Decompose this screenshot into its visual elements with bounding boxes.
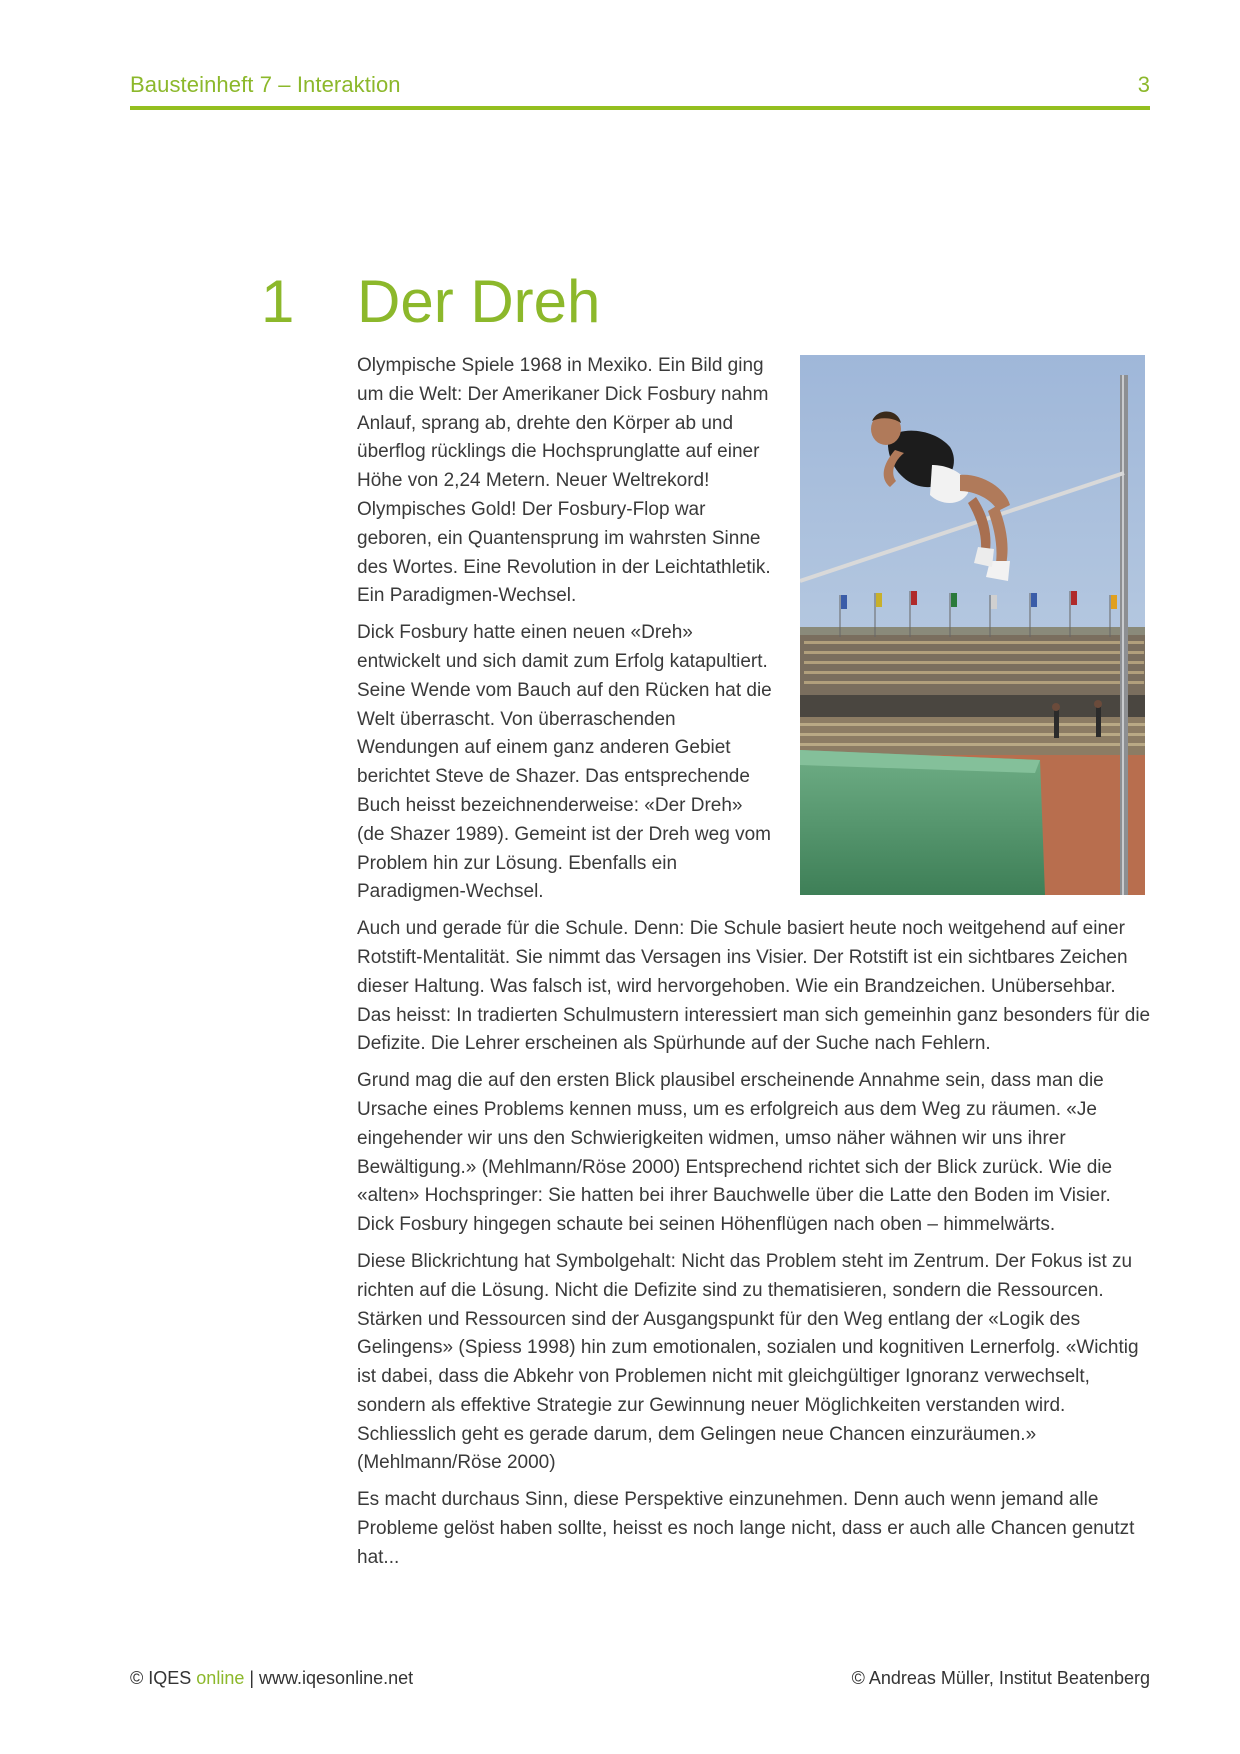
- page-number: 3: [1137, 72, 1150, 97]
- footer-left: [130, 1668, 413, 1689]
- paragraph-1: Olympische Spiele 1968 in Mexiko. Ein Bild ging um die Welt: Der Amerikaner Dick Fosbury nahm Anlauf, sprang ab, drehte den Körper ab und überflog rücklings die Hochsprunglatte auf einer Höhe von 2,24 Metern. Neuer Weltrekord! Olympisches Gold! Der Fosbury-Flop war geboren, ein Quantensprung im wahrsten Sinne des Wortes. Eine Revolution in der Leichtathletik. Ein Paradigmen-Wechsel.: [357, 355, 771, 607]
- footer-author: © Andreas Müller, Institut Beatenberg: [851, 1668, 1150, 1688]
- footer-brand-online: online: [196, 1668, 245, 1688]
- header-title: Bausteinheft 7 – Interaktion: [130, 72, 401, 97]
- footer-website-link[interactable]: | www.iqesonline.net: [249, 1668, 414, 1688]
- page-header: [130, 68, 1150, 110]
- article-body: [357, 352, 1152, 1581]
- footer-copyright: © IQES: [130, 1668, 192, 1688]
- paragraph-3: Auch und gerade für die Schule. Denn: Die Schule basiert heute noch weitgehend auf einer Rotstift-Mentalität. Sie nimmt das Versagen ins Visier. Der Rotstift ist ein sichtbares Zeichen dieser Haltung. Was falsch ist, wird hervorgehoben. Wie ein Brandzeichen. Unübersehbar. Das heisst: In tradierten Schulmustern interessiert man sich gemeinhin ganz besonders für die Defizite. Die Lehrer erscheinen als Spürhunde auf der Suche nach Fehlern.: [357, 918, 1151, 1055]
- chapter-title: Der Dreh: [357, 268, 601, 335]
- paragraph-6: Es macht durchaus Sinn, diese Perspektive einzunehmen. Denn auch wenn jemand alle Probleme gelöst haben sollte, heisst es noch lange nicht, dass er auch alle Chancen genutzt hat...: [357, 1489, 1135, 1568]
- paragraph-2: Dick Fosbury hatte einen neuen «Dreh» entwickelt und sich damit zum Erfolg katapultiert. Seine Wende vom Bauch auf den Rücken hat die Welt überrascht. Von überraschenden Wendungen auf einem ganz anderen Gebiet berichtet Steve de Shazer. Das entsprechende Buch heisst bezeichnenderweise: «Der Dreh» (de Shazer 1989). Gemeint ist der Dreh weg vom Problem hin zur Lösung. Ebenfalls ein Paradigmen-Wechsel.: [357, 622, 772, 903]
- paragraph-5: Diese Blickrichtung hat Symbolgehalt: Nicht das Problem steht im Zentrum. Der Fokus ist zu richten auf die Lösung. Nicht die Defizite sind zu thematisieren, sondern die Ressourcen. Stärken und Ressourcen sind der Ausgangspunkt für den Weg entlang der «Logik des Gelingens» (Spiess 1998) hin zum emotionalen, sozialen und kognitiven Lernerfolg. «Wichtig ist dabei, dass die Abkehr von Problemen nicht mit gleichgültiger Ignoranz verwechselt, sondern als effektive Strategie zur Gewinnung neuer Möglichkeiten verstanden wird. Schliesslich geht es gerade darum, dem Gelingen neue Chancen einzuräumen.» (Mehlmann/Röse 2000): [357, 1250, 1139, 1474]
- chapter-number: 1: [261, 268, 295, 335]
- paragraph-4: Grund mag die auf den ersten Blick plausibel erscheinende Annahme sein, dass man die Ursache eines Problems kennen muss, um es erfolgreich aus dem Weg zu räumen. «Je eingehender wir uns den Schwierigkeiten widmen, umso näher wähnen wir uns ihrer Bewältigung.» (Mehlmann/Röse 2000) Entsprechend richtet sich der Blick zurück. Wie die «alten» Hochspringer: Sie hatten bei ihrer Bauchwelle über die Latte den Boden im Visier. Dick Fosbury hingegen schaute bei seinen Höhenflügen nach oben – himmelwärts.: [357, 1070, 1113, 1236]
